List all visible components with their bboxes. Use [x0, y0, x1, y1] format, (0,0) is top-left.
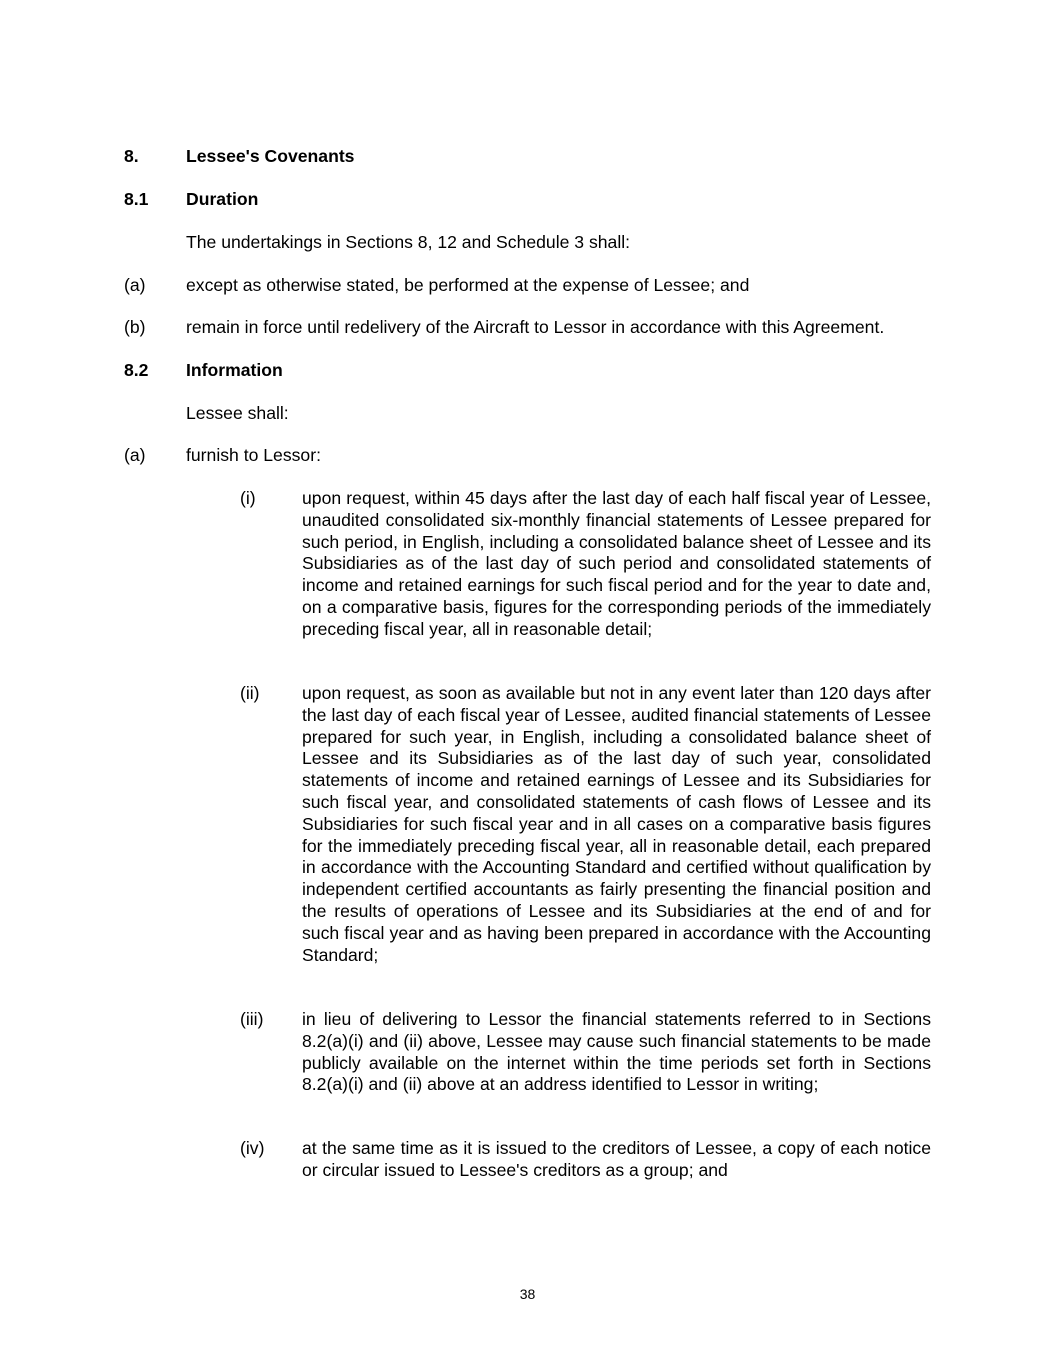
sub-list-item-text: at the same time as it is issued to the creditors of Lessee, a copy of each notice or circular issued to Lessee's creditors as a group; and	[302, 1138, 931, 1180]
intro-text: Lessee shall:	[186, 403, 289, 423]
sub-list-item-label: (i)	[240, 488, 256, 508]
subsection-title: Duration	[186, 189, 259, 209]
subsection-number: 8.2	[124, 360, 149, 380]
page-number: 38	[519, 1286, 536, 1302]
sub-list-item-label: (iv)	[240, 1138, 265, 1158]
sub-list-item-label: (ii)	[240, 683, 260, 703]
list-item-text: remain in force until redelivery of the Aircraft to Lessor in accordance with this Agreement.	[186, 317, 885, 337]
sub-list-item-text: upon request, within 45 days after the last day of each half fiscal year of Lessee, unaudited consolidated six-monthly financial statements of Lessee prepared for such period, in English, including a consolidated balance sheet of Lessee and its Subsidiaries as of the last day of such period and consolidated statements of income and retained earnings for such fiscal period and for the year to date and, on a comparative basis, figures for the corresponding periods of the immediately preceding fiscal year, all in reasonable detail;	[302, 488, 931, 639]
list-item-text: except as otherwise stated, be performed at the expense of Lessee; and	[186, 275, 750, 295]
subsection-title: Information	[186, 360, 283, 380]
list-item-text: furnish to Lessor:	[186, 445, 321, 465]
sub-list-item-label: (iii)	[240, 1009, 264, 1029]
list-item-label: (a)	[124, 275, 146, 295]
list-item-label: (b)	[124, 317, 146, 337]
section-number: 8.	[124, 146, 139, 166]
intro-text: The undertakings in Sections 8, 12 and Schedule 3 shall:	[186, 232, 631, 252]
subsection-number: 8.1	[124, 189, 149, 209]
sub-list-item-text: in lieu of delivering to Lessor the financial statements referred to in Sections 8.2(a)(i) and (ii) above, Lessee may cause such financial statements to be made publicly available on the internet within the time periods set forth in Sections 8.2(a)(i) and (ii) above at an address identified to Lessor in writing;	[302, 1009, 931, 1095]
sub-list-item-text: upon request, as soon as available but not in any event later than 120 days after the last day of each fiscal year of Lessee, audited financial statements of Lessee prepared for such year, in English, including a consolidated balance sheet of Lessee and its Subsidiaries as of the last day of such year, consolidated statements of income and retained earnings of Lessee and its Subsidiaries for such fiscal year, and consolidated statements of cash flows of Lessee and its Subsidiaries for such fiscal year and in all cases on a comparative basis figures for the immediately preceding fiscal year, all in reasonable detail, each prepared in accordance with the Accounting Standard and certified without qualification by independent certified accountants as fairly presenting the financial position and the results of operations of Lessee and its Subsidiaries at the end of and for such fiscal year and as having been prepared in accordance with the Accounting Standard;	[302, 683, 931, 965]
section-title: Lessee's Covenants	[186, 146, 355, 166]
list-item-label: (a)	[124, 445, 146, 465]
